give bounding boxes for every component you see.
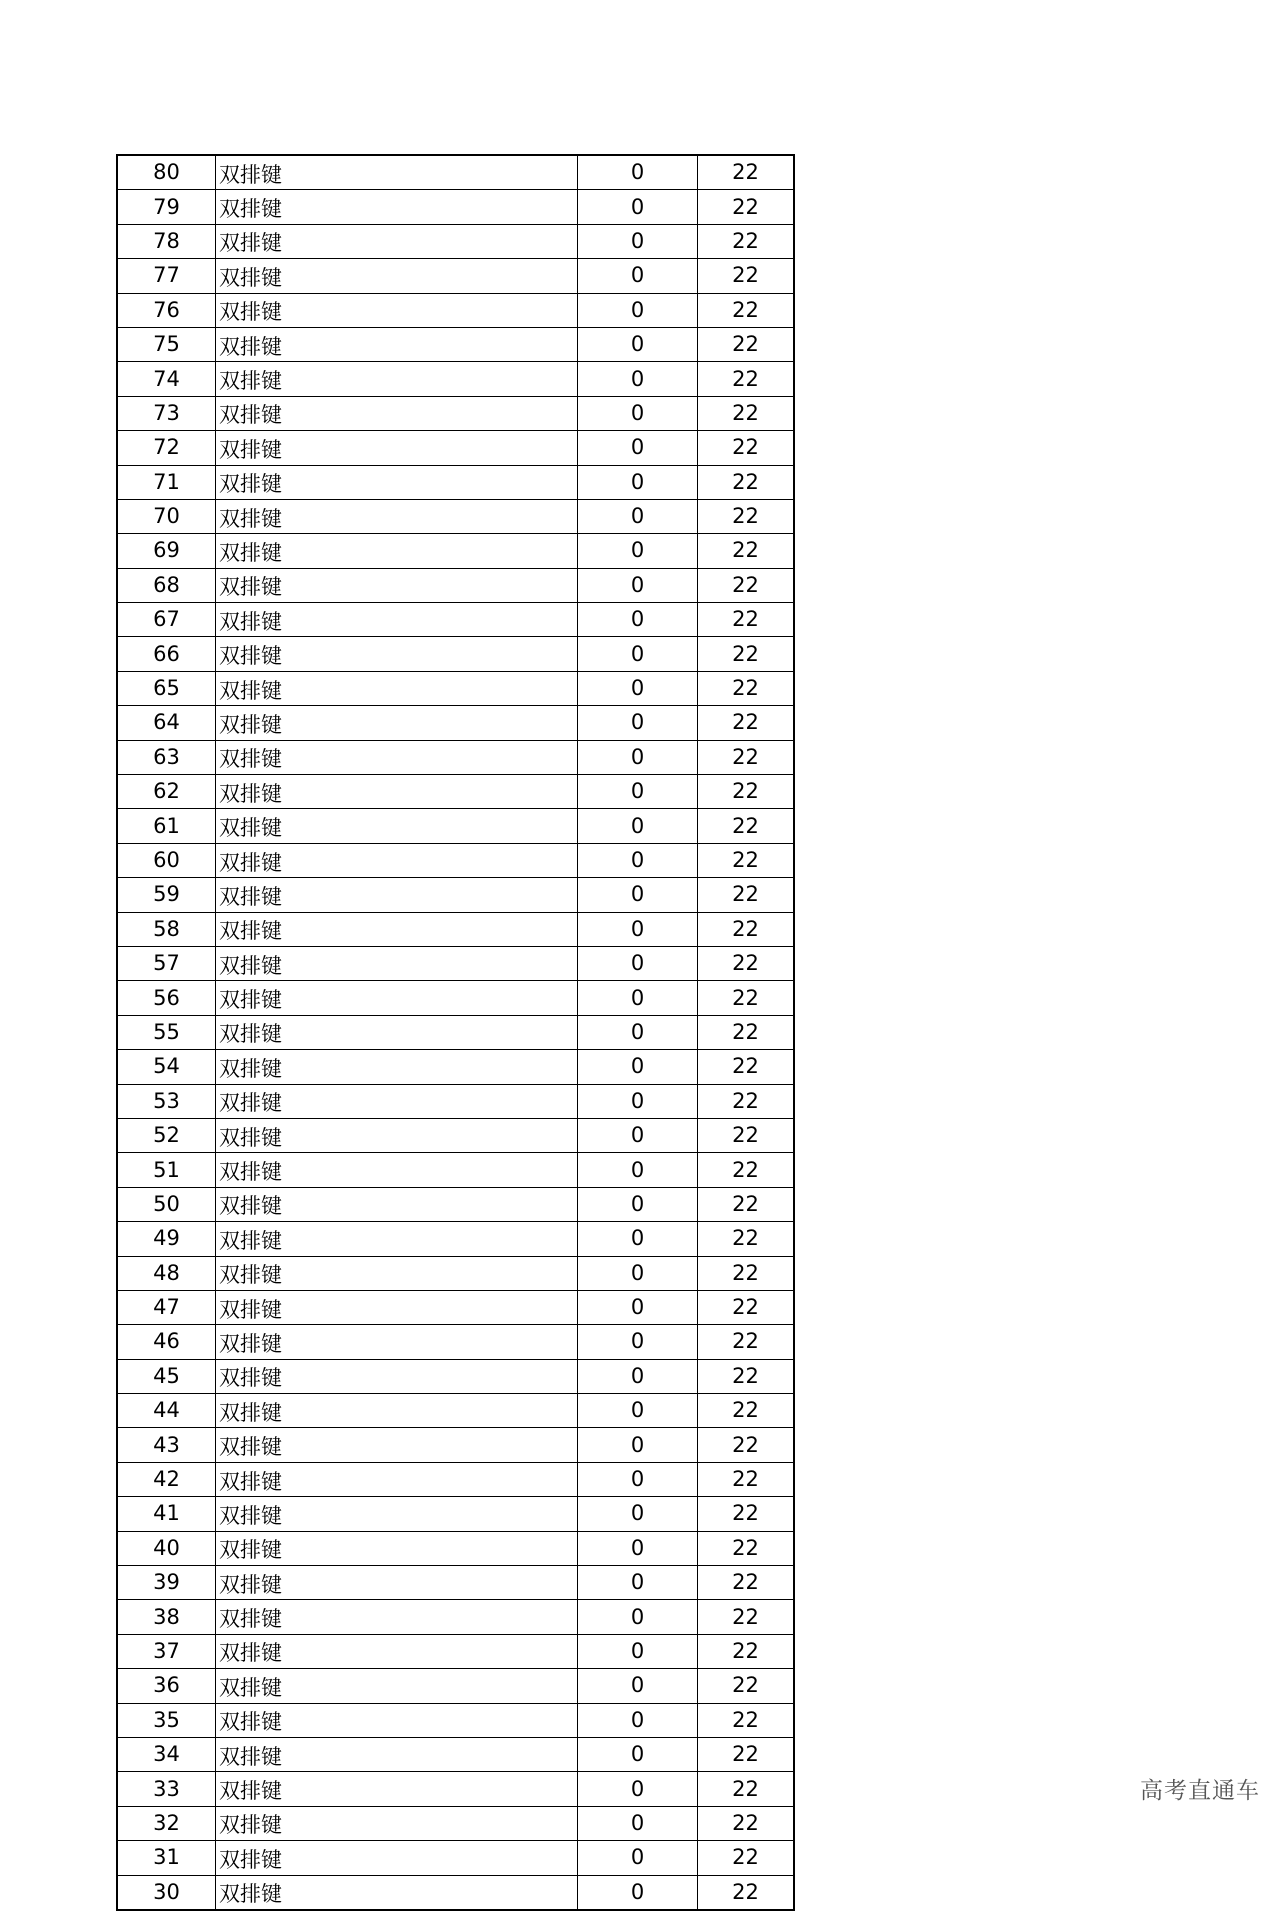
table-row [117,878,794,912]
count-cell: 0 [578,637,698,671]
table-row [117,775,794,809]
count-cell: 0 [578,1634,698,1668]
cumulative-cell: 22 [698,1359,795,1393]
cumulative-cell: 22 [698,327,795,361]
score-cell: 31 [117,1841,216,1875]
subject-cell: 双排键 [216,878,578,912]
cumulative-cell: 22 [698,1153,795,1187]
count-cell: 0 [578,1084,698,1118]
subject-cell: 双排键 [216,603,578,637]
subject-cell: 双排键 [216,1703,578,1737]
cumulative-cell: 22 [698,1875,795,1910]
subject-cell: 双排键 [216,534,578,568]
count-cell: 0 [578,1187,698,1221]
table-row [117,706,794,740]
subject-cell: 双排键 [216,912,578,946]
table-row [117,534,794,568]
cumulative-cell: 22 [698,603,795,637]
count-cell: 0 [578,775,698,809]
score-cell: 43 [117,1428,216,1462]
cumulative-cell: 22 [698,224,795,258]
table-row [117,155,794,190]
score-cell: 74 [117,362,216,396]
score-cell: 80 [117,155,216,190]
count-cell: 0 [578,912,698,946]
subject-cell: 双排键 [216,396,578,430]
score-cell: 58 [117,912,216,946]
count-cell: 0 [578,1497,698,1531]
table-row [117,637,794,671]
table-row [117,946,794,980]
table-row [117,1325,794,1359]
score-cell: 62 [117,775,216,809]
table-row [117,1118,794,1152]
table-row [117,1050,794,1084]
cumulative-cell: 22 [698,1050,795,1084]
score-cell: 34 [117,1737,216,1771]
count-cell: 0 [578,568,698,602]
score-cell: 77 [117,259,216,293]
subject-cell: 双排键 [216,1359,578,1393]
count-cell: 0 [578,1737,698,1771]
count-cell: 0 [578,362,698,396]
subject-cell: 双排键 [216,809,578,843]
score-cell: 42 [117,1462,216,1496]
cumulative-cell: 22 [698,1015,795,1049]
table-row [117,499,794,533]
table-row [117,1703,794,1737]
cumulative-cell: 22 [698,568,795,602]
table-row [117,1772,794,1806]
table-row [117,293,794,327]
table-row [117,1875,794,1910]
subject-cell: 双排键 [216,327,578,361]
subject-cell: 双排键 [216,1462,578,1496]
subject-cell: 双排键 [216,1118,578,1152]
subject-cell: 双排键 [216,1290,578,1324]
subject-cell: 双排键 [216,1600,578,1634]
subject-cell: 双排键 [216,775,578,809]
score-cell: 65 [117,671,216,705]
table-row [117,1634,794,1668]
cumulative-cell: 22 [698,1634,795,1668]
subject-cell: 双排键 [216,1394,578,1428]
subject-cell: 双排键 [216,499,578,533]
subject-cell: 双排键 [216,224,578,258]
cumulative-cell: 22 [698,706,795,740]
subject-cell: 双排键 [216,1222,578,1256]
cumulative-cell: 22 [698,775,795,809]
subject-cell: 双排键 [216,1806,578,1840]
table-row [117,1428,794,1462]
count-cell: 0 [578,1875,698,1910]
count-cell: 0 [578,1394,698,1428]
score-cell: 45 [117,1359,216,1393]
cumulative-cell: 22 [698,946,795,980]
subject-cell: 双排键 [216,259,578,293]
score-cell: 66 [117,637,216,671]
cumulative-cell: 22 [698,293,795,327]
count-cell: 0 [578,878,698,912]
score-table [116,154,795,1911]
table-row [117,190,794,224]
count-cell: 0 [578,946,698,980]
watermark-text: 高考直通车 [1140,1778,1260,1804]
count-cell: 0 [578,224,698,258]
score-cell: 46 [117,1325,216,1359]
score-cell: 70 [117,499,216,533]
count-cell: 0 [578,1256,698,1290]
cumulative-cell: 22 [698,1428,795,1462]
table-row [117,671,794,705]
count-cell: 0 [578,190,698,224]
cumulative-cell: 22 [698,1497,795,1531]
score-cell: 73 [117,396,216,430]
score-cell: 52 [117,1118,216,1152]
score-cell: 72 [117,431,216,465]
table-row [117,568,794,602]
table-row [117,396,794,430]
table-row [117,327,794,361]
count-cell: 0 [578,1290,698,1324]
cumulative-cell: 22 [698,1703,795,1737]
score-cell: 47 [117,1290,216,1324]
table-row [117,1015,794,1049]
subject-cell: 双排键 [216,1566,578,1600]
count-cell: 0 [578,809,698,843]
table-row [117,740,794,774]
score-cell: 56 [117,981,216,1015]
cumulative-cell: 22 [698,740,795,774]
table-row [117,843,794,877]
count-cell: 0 [578,1669,698,1703]
count-cell: 0 [578,1428,698,1462]
score-cell: 40 [117,1531,216,1565]
subject-cell: 双排键 [216,706,578,740]
score-cell: 54 [117,1050,216,1084]
score-cell: 33 [117,1772,216,1806]
subject-cell: 双排键 [216,568,578,602]
score-cell: 51 [117,1153,216,1187]
score-cell: 69 [117,534,216,568]
cumulative-cell: 22 [698,1325,795,1359]
subject-cell: 双排键 [216,843,578,877]
subject-cell: 双排键 [216,362,578,396]
table-row [117,1222,794,1256]
table-row [117,603,794,637]
table-row [117,431,794,465]
score-cell: 55 [117,1015,216,1049]
score-cell: 39 [117,1566,216,1600]
subject-cell: 双排键 [216,1772,578,1806]
subject-cell: 双排键 [216,1531,578,1565]
count-cell: 0 [578,1359,698,1393]
subject-cell: 双排键 [216,1634,578,1668]
table-row [117,1462,794,1496]
subject-cell: 双排键 [216,293,578,327]
cumulative-cell: 22 [698,671,795,705]
cumulative-cell: 22 [698,1600,795,1634]
subject-cell: 双排键 [216,1497,578,1531]
table-row [117,1394,794,1428]
table-row [117,1566,794,1600]
score-cell: 49 [117,1222,216,1256]
subject-cell: 双排键 [216,1875,578,1910]
count-cell: 0 [578,534,698,568]
cumulative-cell: 22 [698,809,795,843]
subject-cell: 双排键 [216,155,578,190]
table-row [117,1806,794,1840]
score-cell: 67 [117,603,216,637]
table-row [117,1497,794,1531]
subject-cell: 双排键 [216,431,578,465]
subject-cell: 双排键 [216,1428,578,1462]
count-cell: 0 [578,293,698,327]
cumulative-cell: 22 [698,155,795,190]
cumulative-cell: 22 [698,465,795,499]
count-cell: 0 [578,706,698,740]
table-row [117,1737,794,1771]
count-cell: 0 [578,671,698,705]
score-cell: 32 [117,1806,216,1840]
cumulative-cell: 22 [698,1118,795,1152]
cumulative-cell: 22 [698,534,795,568]
cumulative-cell: 22 [698,1222,795,1256]
cumulative-cell: 22 [698,912,795,946]
cumulative-cell: 22 [698,1187,795,1221]
count-cell: 0 [578,981,698,1015]
subject-cell: 双排键 [216,1153,578,1187]
count-cell: 0 [578,259,698,293]
score-cell: 50 [117,1187,216,1221]
score-cell: 78 [117,224,216,258]
score-cell: 53 [117,1084,216,1118]
cumulative-cell: 22 [698,190,795,224]
subject-cell: 双排键 [216,981,578,1015]
cumulative-cell: 22 [698,499,795,533]
score-cell: 63 [117,740,216,774]
cumulative-cell: 22 [698,637,795,671]
cumulative-cell: 22 [698,1256,795,1290]
score-cell: 36 [117,1669,216,1703]
cumulative-cell: 22 [698,1462,795,1496]
count-cell: 0 [578,396,698,430]
score-cell: 71 [117,465,216,499]
table-row [117,809,794,843]
cumulative-cell: 22 [698,396,795,430]
count-cell: 0 [578,155,698,190]
count-cell: 0 [578,1050,698,1084]
table-row [117,1153,794,1187]
subject-cell: 双排键 [216,1187,578,1221]
table-row [117,1600,794,1634]
count-cell: 0 [578,327,698,361]
count-cell: 0 [578,465,698,499]
subject-cell: 双排键 [216,740,578,774]
count-cell: 0 [578,603,698,637]
count-cell: 0 [578,1222,698,1256]
subject-cell: 双排键 [216,1050,578,1084]
table-row [117,1256,794,1290]
subject-cell: 双排键 [216,671,578,705]
cumulative-cell: 22 [698,1806,795,1840]
score-cell: 61 [117,809,216,843]
count-cell: 0 [578,1118,698,1152]
score-table-body [117,155,794,1910]
cumulative-cell: 22 [698,259,795,293]
table-row [117,981,794,1015]
count-cell: 0 [578,1015,698,1049]
cumulative-cell: 22 [698,1669,795,1703]
cumulative-cell: 22 [698,878,795,912]
cumulative-cell: 22 [698,1531,795,1565]
subject-cell: 双排键 [216,1325,578,1359]
table-row [117,1084,794,1118]
score-cell: 48 [117,1256,216,1290]
cumulative-cell: 22 [698,431,795,465]
table-row [117,259,794,293]
table-row [117,224,794,258]
subject-cell: 双排键 [216,1256,578,1290]
score-cell: 75 [117,327,216,361]
subject-cell: 双排键 [216,946,578,980]
cumulative-cell: 22 [698,1084,795,1118]
count-cell: 0 [578,1566,698,1600]
count-cell: 0 [578,499,698,533]
count-cell: 0 [578,1531,698,1565]
table-row [117,1187,794,1221]
score-cell: 35 [117,1703,216,1737]
cumulative-cell: 22 [698,362,795,396]
subject-cell: 双排键 [216,465,578,499]
count-cell: 0 [578,1703,698,1737]
count-cell: 0 [578,1806,698,1840]
cumulative-cell: 22 [698,1772,795,1806]
score-cell: 59 [117,878,216,912]
table-row [117,912,794,946]
count-cell: 0 [578,1325,698,1359]
count-cell: 0 [578,1600,698,1634]
score-cell: 60 [117,843,216,877]
cumulative-cell: 22 [698,1737,795,1771]
subject-cell: 双排键 [216,637,578,671]
count-cell: 0 [578,431,698,465]
count-cell: 0 [578,1841,698,1875]
cumulative-cell: 22 [698,1841,795,1875]
count-cell: 0 [578,1153,698,1187]
subject-cell: 双排键 [216,1669,578,1703]
subject-cell: 双排键 [216,1084,578,1118]
table-row [117,465,794,499]
score-cell: 38 [117,1600,216,1634]
cumulative-cell: 22 [698,1290,795,1324]
table-row [117,1669,794,1703]
table-row [117,1841,794,1875]
subject-cell: 双排键 [216,1015,578,1049]
count-cell: 0 [578,1772,698,1806]
cumulative-cell: 22 [698,843,795,877]
score-cell: 37 [117,1634,216,1668]
score-cell: 57 [117,946,216,980]
score-cell: 44 [117,1394,216,1428]
score-cell: 76 [117,293,216,327]
table-row [117,1531,794,1565]
cumulative-cell: 22 [698,1394,795,1428]
subject-cell: 双排键 [216,1841,578,1875]
cumulative-cell: 22 [698,1566,795,1600]
score-cell: 68 [117,568,216,602]
score-cell: 41 [117,1497,216,1531]
subject-cell: 双排键 [216,1737,578,1771]
count-cell: 0 [578,1462,698,1496]
table-row [117,1290,794,1324]
subject-cell: 双排键 [216,190,578,224]
score-cell: 30 [117,1875,216,1910]
count-cell: 0 [578,843,698,877]
score-cell: 64 [117,706,216,740]
count-cell: 0 [578,740,698,774]
score-cell: 79 [117,190,216,224]
cumulative-cell: 22 [698,981,795,1015]
table-row [117,1359,794,1393]
table-row [117,362,794,396]
